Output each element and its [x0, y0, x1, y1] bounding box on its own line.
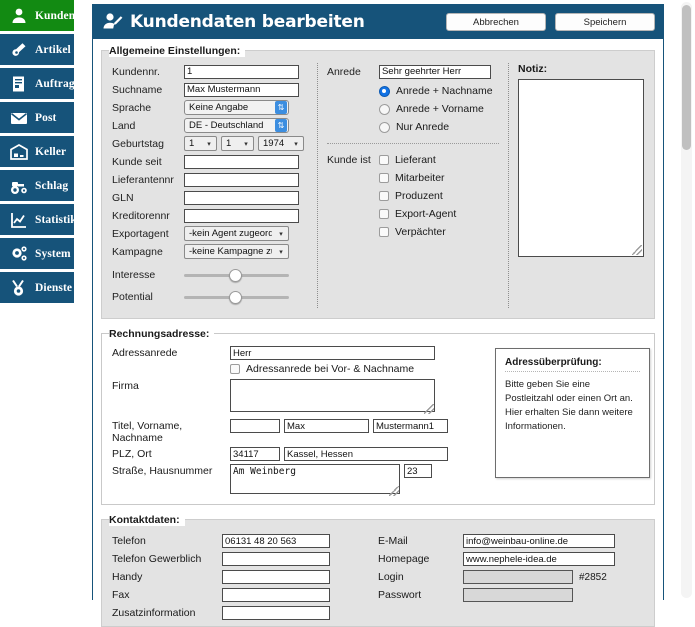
field-telefon-gewerblich: [112, 550, 378, 568]
field-label: E-Mail: [378, 535, 408, 547]
field-fax: [112, 586, 378, 604]
checkbox-icon[interactable]: [379, 155, 389, 165]
adressanrede-input[interactable]: [230, 346, 435, 360]
nachname-input[interactable]: [373, 419, 448, 433]
checkbox-export-agent[interactable]: [379, 205, 456, 223]
field-kundennr: [112, 63, 308, 80]
field-passwort: [378, 586, 644, 604]
field-exportagent: [112, 225, 308, 242]
verify-text: Bitte geben Sie eine Postleitzahl oder einen Ort an. Hier erhalten Sie dann weitere Informationen.: [505, 379, 633, 432]
radio-anrede-nachname[interactable]: [379, 82, 499, 100]
lieferantennr-input[interactable]: [184, 173, 299, 187]
field-anrede: [327, 63, 499, 80]
field-label: Titel, Vorname, Nachname: [112, 420, 183, 444]
warehouse-icon: [8, 141, 30, 163]
firma-textarea[interactable]: [230, 379, 435, 412]
telefon-input[interactable]: [222, 534, 330, 548]
suchname-input[interactable]: [184, 83, 299, 97]
interesse-slider[interactable]: [184, 266, 289, 284]
exportagent-select[interactable]: [184, 226, 289, 241]
billing-address-legend: Rechnungsadresse:: [109, 328, 214, 340]
plz-input[interactable]: [230, 447, 280, 461]
sidebar: [0, 0, 77, 600]
user-icon: [8, 5, 30, 27]
medal-icon: [8, 277, 30, 299]
field-label: Potential: [112, 291, 153, 303]
field-label: Geburtstag: [112, 137, 164, 150]
anrede-input[interactable]: [379, 65, 491, 79]
checkbox-label: Adressanrede bei Vor- & Nachname: [246, 363, 415, 375]
field-email: [378, 532, 644, 550]
field-label: Suchname: [112, 83, 163, 96]
kreditorennr-input[interactable]: [184, 209, 299, 223]
vorname-input[interactable]: [284, 419, 369, 433]
sidebar-item-statistik[interactable]: [0, 204, 77, 238]
radio-icon[interactable]: [379, 104, 390, 115]
sidebar-item-label: Schlag: [35, 179, 69, 192]
field-login: [378, 568, 644, 586]
field-kunde-seit: [112, 153, 308, 170]
general-left-column: [112, 63, 308, 308]
field-kampagne: [112, 243, 308, 260]
sidebar-item-label: Kunden: [35, 9, 76, 22]
section-divider: [327, 143, 499, 144]
sidebar-item-label: Artikel: [35, 43, 71, 56]
fax-input[interactable]: [222, 588, 330, 602]
field-label: Homepage: [378, 553, 430, 565]
land-select[interactable]: [184, 118, 289, 133]
strasse-textarea[interactable]: [230, 464, 400, 494]
field-label: Lieferantennr: [112, 173, 174, 186]
kunde-ist-label: Kunde ist: [326, 154, 371, 166]
sidebar-item-post[interactable]: [0, 102, 74, 136]
page-scrollbar[interactable]: [681, 2, 692, 598]
form-content: [93, 39, 663, 627]
handy-input[interactable]: [222, 570, 330, 584]
gln-input[interactable]: [184, 191, 299, 205]
passwort-input[interactable]: [463, 588, 573, 602]
tractor-icon: [8, 175, 30, 197]
strasse-textarea-wrap: [230, 464, 400, 497]
field-potential: [112, 286, 308, 308]
field-label: Handy: [112, 571, 143, 583]
radio-label: Nur Anrede: [395, 121, 450, 133]
geburtstag-day-select[interactable]: [184, 136, 217, 151]
field-label: Straße, Hausnummer: [112, 465, 213, 477]
firma-textarea-wrap: [230, 379, 435, 415]
field-label: Fax: [112, 589, 130, 601]
cancel-button[interactable]: Abbrechen: [446, 13, 546, 31]
checkbox-lieferant[interactable]: [379, 151, 456, 169]
field-interesse: [112, 264, 308, 286]
checkbox-verpaechter[interactable]: [379, 223, 456, 241]
land-select-wrap: [184, 118, 289, 133]
sidebar-item-label: Dienste: [35, 281, 73, 294]
radio-label: Anrede + Nachname: [395, 85, 493, 97]
field-label: Exportagent: [112, 227, 169, 240]
field-label: Telefon Gewerblich: [112, 553, 202, 565]
field-label: Kundennr.: [112, 65, 160, 78]
geburtstag-month-select[interactable]: [221, 136, 254, 151]
geburtstag-day-wrap: [184, 136, 217, 151]
sprache-select[interactable]: [184, 100, 289, 115]
field-label: PLZ, Ort: [112, 448, 152, 460]
checkbox-mitarbeiter[interactable]: [379, 169, 456, 187]
window-titlebar: [93, 5, 663, 39]
save-button[interactable]: Speichern: [555, 13, 655, 31]
sidebar-item-system[interactable]: [0, 238, 74, 272]
field-zusatzinformation: [112, 604, 378, 622]
radio-label: Anrede + Vorname: [395, 103, 484, 115]
field-label: Interesse: [112, 269, 156, 281]
verify-divider: [505, 371, 640, 372]
slider-knob[interactable]: [229, 269, 242, 282]
kunde-seit-input[interactable]: [184, 155, 299, 169]
field-land: [112, 117, 308, 134]
envelope-icon: [8, 107, 30, 129]
kampagne-select[interactable]: [184, 244, 289, 259]
user-edit-icon: [101, 10, 125, 34]
titel-input[interactable]: [230, 419, 280, 433]
contact-right-column: [378, 532, 644, 622]
contact-legend: Kontaktdaten:: [109, 514, 185, 526]
field-geburtstag: [112, 135, 308, 152]
geburtstag-month-wrap: [221, 136, 254, 151]
radio-icon[interactable]: [379, 86, 390, 97]
login-id-note: #2852: [579, 571, 607, 583]
field-lieferantennr: [112, 171, 308, 188]
resize-grip-icon[interactable]: [424, 404, 434, 414]
page-title: Kundendaten bearbeiten: [130, 12, 365, 32]
hausnummer-input[interactable]: [404, 464, 432, 478]
checkbox-label: Produzent: [394, 190, 443, 202]
field-label: Sprache: [112, 101, 152, 114]
checkbox-icon[interactable]: [379, 209, 389, 219]
geburtstag-group: [184, 136, 304, 151]
radio-nur-anrede[interactable]: [379, 118, 499, 136]
telefon-gewerblich-input[interactable]: [222, 552, 330, 566]
resize-grip-icon[interactable]: [389, 486, 399, 496]
checkbox-label: Export-Agent: [394, 208, 457, 220]
address-verification-box: [495, 348, 650, 478]
field-suchname: [112, 81, 308, 98]
field-kreditorennr: [112, 207, 308, 224]
field-label: Login: [378, 571, 404, 583]
geburtstag-year-wrap: [258, 136, 304, 151]
login-input[interactable]: [463, 570, 573, 584]
field-sprache: [112, 99, 308, 116]
checkbox-label: Lieferant: [394, 154, 436, 166]
billing-address-panel: [101, 328, 655, 505]
field-homepage: [378, 550, 644, 568]
general-middle-column: [327, 63, 499, 308]
field-label: Land: [112, 119, 136, 132]
scrollbar-thumb[interactable]: [682, 5, 691, 150]
geburtstag-year-select[interactable]: [258, 136, 304, 151]
kampagne-select-wrap: [184, 244, 289, 259]
sprache-select-wrap: [184, 100, 289, 115]
sidebar-item-schlag[interactable]: [0, 170, 74, 204]
sidebar-item-keller[interactable]: [0, 136, 74, 170]
general-settings-panel: [101, 45, 655, 319]
kundennr-input[interactable]: [184, 65, 299, 79]
sidebar-item-auftrag[interactable]: [0, 68, 74, 102]
notiz-textarea[interactable]: [519, 80, 643, 256]
email-input[interactable]: [463, 534, 615, 548]
field-label: Passwort: [378, 589, 422, 601]
bottle-icon: [8, 39, 30, 61]
field-label: Zusatzinformation: [112, 607, 196, 619]
notiz-textarea-box[interactable]: [518, 79, 644, 257]
slider-knob[interactable]: [229, 291, 242, 304]
general-right-column: [518, 63, 644, 308]
header-buttons: [446, 13, 655, 31]
homepage-input[interactable]: [463, 552, 615, 566]
radio-icon[interactable]: [379, 122, 390, 133]
zusatzinformation-input[interactable]: [222, 606, 330, 620]
general-settings-legend: Allgemeine Einstellungen:: [109, 45, 245, 57]
document-icon: [8, 73, 30, 95]
main-panel: [92, 4, 664, 619]
checkbox-label: Verpächter: [394, 226, 446, 238]
field-label: Kunde seit: [112, 155, 162, 168]
sidebar-item-label: Post: [35, 111, 57, 124]
sidebar-item-dienste[interactable]: [0, 272, 74, 306]
notiz-label: Notiz:: [518, 63, 548, 75]
sidebar-item-label: Keller: [35, 145, 67, 158]
exportagent-select-wrap: [184, 226, 289, 241]
field-gln: [112, 189, 308, 206]
field-label: Adressanrede: [112, 347, 178, 359]
checkbox-label: Mitarbeiter: [394, 172, 445, 184]
sidebar-item-kunden[interactable]: [0, 0, 74, 34]
sidebar-item-artikel[interactable]: [0, 34, 74, 68]
field-label: Anrede: [326, 65, 361, 78]
field-telefon: [112, 532, 378, 550]
gears-icon: [8, 243, 30, 265]
contact-panel: [101, 514, 655, 627]
ort-input[interactable]: [284, 447, 448, 461]
field-label: Firma: [112, 380, 139, 392]
field-label: Kampagne: [112, 245, 163, 258]
sidebar-item-label: Statistik: [35, 213, 77, 226]
checkbox-icon[interactable]: [230, 364, 240, 374]
sidebar-item-label: Auftrag: [35, 77, 75, 90]
verify-title: Adressüberprüfung:: [505, 357, 602, 368]
field-label: GLN: [112, 191, 134, 204]
radio-anrede-vorname[interactable]: [379, 100, 499, 118]
field-label: Telefon: [112, 535, 146, 547]
field-handy: [112, 568, 378, 586]
kunde-ist-group: [327, 151, 499, 241]
contact-left-column: [112, 532, 378, 622]
potential-slider[interactable]: [184, 288, 289, 306]
resize-grip-icon[interactable]: [632, 245, 642, 255]
column-divider: [317, 63, 318, 308]
checkbox-icon[interactable]: [379, 173, 389, 183]
field-label: Kreditorennr: [112, 209, 170, 222]
anrede-radio-group: [379, 82, 499, 136]
column-divider: [508, 63, 509, 308]
checkbox-produzent[interactable]: [379, 187, 456, 205]
sidebar-item-label: System: [35, 247, 71, 260]
chart-icon: [8, 209, 30, 231]
checkbox-icon[interactable]: [379, 227, 389, 237]
checkbox-icon[interactable]: [379, 191, 389, 201]
kunde-ist-checkboxes: [379, 151, 456, 241]
